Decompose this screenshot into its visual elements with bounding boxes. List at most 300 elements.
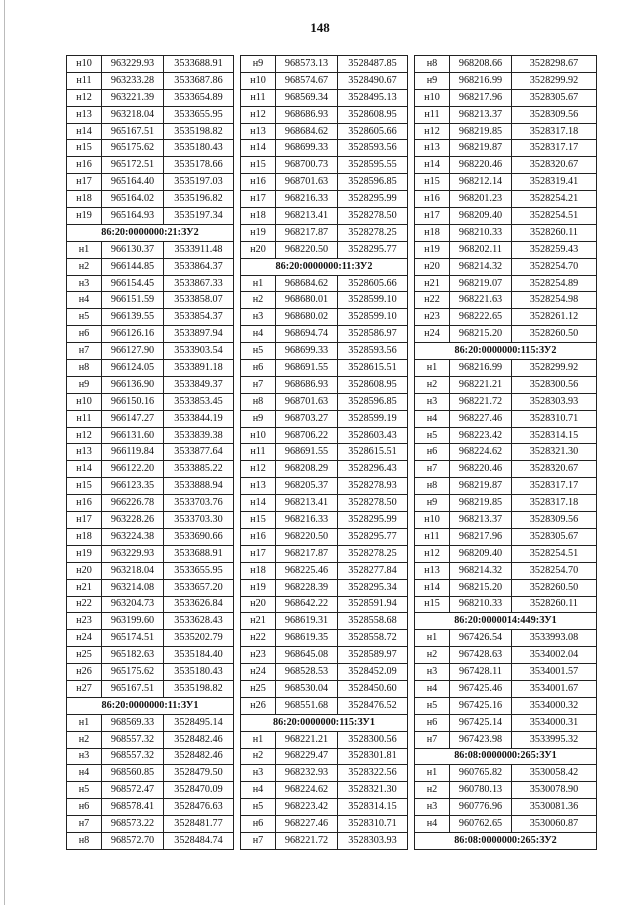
y-coordinate: 3528299.92: [512, 360, 597, 377]
point-name: н3: [415, 664, 450, 681]
y-coordinate: 3533911.48: [164, 241, 234, 258]
x-coordinate: 966131.60: [102, 427, 164, 444]
y-coordinate: 3528300.56: [338, 731, 408, 748]
column-gap: [408, 191, 415, 208]
x-coordinate: 968201.23: [450, 191, 512, 208]
x-coordinate: 966144.85: [102, 258, 164, 275]
y-coordinate: 3528254.51: [512, 545, 597, 562]
x-coordinate: 968225.46: [276, 562, 338, 579]
x-coordinate: 968205.37: [276, 478, 338, 495]
x-coordinate: 968224.62: [450, 444, 512, 461]
point-name: н19: [241, 579, 276, 596]
table-row: [67, 174, 597, 191]
point-name: н20: [67, 562, 102, 579]
x-coordinate: 968216.33: [276, 191, 338, 208]
x-coordinate: 968208.66: [450, 56, 512, 73]
x-coordinate: 968619.31: [276, 613, 338, 630]
x-coordinate: 968217.96: [450, 89, 512, 106]
column-gap: [234, 799, 241, 816]
y-coordinate: 3528295.99: [338, 191, 408, 208]
column-gap: [234, 495, 241, 512]
x-coordinate: 966139.55: [102, 309, 164, 326]
x-coordinate: 968217.96: [450, 528, 512, 545]
column-gap: [234, 748, 241, 765]
point-name: н18: [241, 208, 276, 225]
point-name: н11: [415, 528, 450, 545]
point-name: н5: [415, 427, 450, 444]
point-name: н5: [67, 309, 102, 326]
parcel-header: 86:08:0000000:265:ЗУ2: [415, 832, 597, 849]
column-gap: [408, 123, 415, 140]
table-row: [67, 191, 597, 208]
parcel-header: 86:20:0000000:115:ЗУ2: [415, 343, 597, 360]
point-name: н19: [67, 545, 102, 562]
column-gap: [408, 140, 415, 157]
point-name: н19: [67, 208, 102, 225]
table-row: [67, 562, 597, 579]
column-gap: [408, 376, 415, 393]
point-name: н3: [67, 275, 102, 292]
x-coordinate: 965167.51: [102, 680, 164, 697]
y-coordinate: 3533993.08: [512, 630, 597, 647]
y-coordinate: 3528495.14: [164, 714, 234, 731]
point-name: н7: [415, 461, 450, 478]
y-coordinate: 3528603.43: [338, 427, 408, 444]
point-name: н1: [67, 241, 102, 258]
x-coordinate: 963199.60: [102, 613, 164, 630]
y-coordinate: 3528589.97: [338, 647, 408, 664]
y-coordinate: 3528305.67: [512, 528, 597, 545]
table-row: [67, 72, 597, 89]
point-name: н2: [67, 258, 102, 275]
column-gap: [408, 224, 415, 241]
point-name: н3: [415, 799, 450, 816]
point-name: н1: [415, 765, 450, 782]
column-gap: [234, 410, 241, 427]
x-coordinate: 968223.42: [276, 799, 338, 816]
y-coordinate: 3528254.51: [512, 208, 597, 225]
point-name: н12: [241, 106, 276, 123]
x-coordinate: 966122.20: [102, 461, 164, 478]
y-coordinate: 3530078.90: [512, 782, 597, 799]
column-gap: [408, 410, 415, 427]
parcel-header: 86:20:0000000:21:ЗУ2: [67, 224, 234, 241]
x-coordinate: 968691.55: [276, 444, 338, 461]
point-name: н22: [415, 292, 450, 309]
column-gap: [234, 208, 241, 225]
point-name: н17: [67, 174, 102, 191]
column-gap: [234, 343, 241, 360]
point-name: н1: [241, 275, 276, 292]
point-name: н22: [67, 596, 102, 613]
y-coordinate: 3528591.94: [338, 596, 408, 613]
x-coordinate: 965175.62: [102, 664, 164, 681]
x-coordinate: 963229.93: [102, 56, 164, 73]
y-coordinate: 3528303.93: [512, 393, 597, 410]
y-coordinate: 3534000.32: [512, 697, 597, 714]
column-gap: [234, 89, 241, 106]
point-name: н10: [415, 89, 450, 106]
y-coordinate: 3530060.87: [512, 816, 597, 833]
x-coordinate: 968220.46: [450, 157, 512, 174]
column-gap: [234, 562, 241, 579]
scan-edge-line: [4, 0, 5, 905]
y-coordinate: 3528321.30: [338, 782, 408, 799]
column-gap: [408, 832, 415, 849]
point-name: н20: [415, 258, 450, 275]
x-coordinate: 966136.90: [102, 376, 164, 393]
x-coordinate: 968700.73: [276, 157, 338, 174]
point-name: н13: [415, 562, 450, 579]
table-row: [67, 748, 597, 765]
x-coordinate: 968680.02: [276, 309, 338, 326]
column-gap: [234, 664, 241, 681]
x-coordinate: 968699.33: [276, 140, 338, 157]
y-coordinate: 3535180.43: [164, 664, 234, 681]
point-name: н8: [67, 832, 102, 849]
y-coordinate: 3534000.31: [512, 714, 597, 731]
x-coordinate: 968222.65: [450, 309, 512, 326]
point-name: н9: [415, 72, 450, 89]
point-name: н21: [415, 275, 450, 292]
x-coordinate: 968220.46: [450, 461, 512, 478]
x-coordinate: 963233.28: [102, 72, 164, 89]
point-name: н20: [241, 241, 276, 258]
column-gap: [234, 140, 241, 157]
table-row: [67, 56, 597, 73]
point-name: н13: [415, 140, 450, 157]
y-coordinate: 3528599.10: [338, 309, 408, 326]
x-coordinate: 968530.04: [276, 680, 338, 697]
x-coordinate: 968221.72: [276, 832, 338, 849]
y-coordinate: 3534001.67: [512, 680, 597, 697]
x-coordinate: 965164.02: [102, 191, 164, 208]
y-coordinate: 3533628.43: [164, 613, 234, 630]
point-name: н15: [241, 512, 276, 529]
y-coordinate: 3533877.64: [164, 444, 234, 461]
point-name: н3: [415, 393, 450, 410]
y-coordinate: 3535198.82: [164, 123, 234, 140]
x-coordinate: 968569.34: [276, 89, 338, 106]
page-number: 148: [310, 20, 330, 35]
x-coordinate: 967428.11: [450, 664, 512, 681]
point-name: н21: [241, 613, 276, 630]
x-coordinate: 967425.14: [450, 714, 512, 731]
table-row: [67, 224, 597, 241]
x-coordinate: 967425.46: [450, 680, 512, 697]
y-coordinate: 3533995.32: [512, 731, 597, 748]
column-gap: [408, 275, 415, 292]
point-name: н18: [67, 528, 102, 545]
point-name: н15: [67, 478, 102, 495]
y-coordinate: 3528254.70: [512, 258, 597, 275]
x-coordinate: 966130.37: [102, 241, 164, 258]
y-coordinate: 3528261.12: [512, 309, 597, 326]
column-gap: [408, 495, 415, 512]
column-gap: [234, 72, 241, 89]
x-coordinate: 967428.63: [450, 647, 512, 664]
table-row: [67, 512, 597, 529]
table-row: [67, 343, 597, 360]
table-row: [67, 714, 597, 731]
y-coordinate: 3533655.95: [164, 562, 234, 579]
x-coordinate: 966150.16: [102, 393, 164, 410]
y-coordinate: 3528309.56: [512, 106, 597, 123]
y-coordinate: 3533849.37: [164, 376, 234, 393]
y-coordinate: 3528317.18: [512, 123, 597, 140]
x-coordinate: 968572.47: [102, 782, 164, 799]
y-coordinate: 3528479.50: [164, 765, 234, 782]
x-coordinate: 968210.33: [450, 596, 512, 613]
point-name: н18: [67, 191, 102, 208]
table-row: [67, 241, 597, 258]
column-gap: [234, 528, 241, 545]
point-name: н16: [241, 528, 276, 545]
x-coordinate: 968213.41: [276, 495, 338, 512]
y-coordinate: 3535196.82: [164, 191, 234, 208]
table-row: [67, 309, 597, 326]
x-coordinate: 968216.99: [450, 360, 512, 377]
column-gap: [234, 157, 241, 174]
point-name: н11: [67, 410, 102, 427]
x-coordinate: 963214.08: [102, 579, 164, 596]
x-coordinate: 968528.53: [276, 664, 338, 681]
column-gap: [408, 258, 415, 275]
y-coordinate: 3528595.55: [338, 157, 408, 174]
x-coordinate: 968227.46: [276, 816, 338, 833]
x-coordinate: 966151.59: [102, 292, 164, 309]
y-coordinate: 3528296.43: [338, 461, 408, 478]
point-name: н26: [241, 697, 276, 714]
column-gap: [234, 613, 241, 630]
point-name: н1: [241, 731, 276, 748]
table-row: [67, 275, 597, 292]
column-gap: [234, 309, 241, 326]
x-coordinate: 965164.93: [102, 208, 164, 225]
y-coordinate: 3528317.17: [512, 478, 597, 495]
x-coordinate: 968221.63: [450, 292, 512, 309]
point-name: н4: [415, 680, 450, 697]
x-coordinate: 965175.62: [102, 140, 164, 157]
x-coordinate: 968699.33: [276, 343, 338, 360]
column-gap: [234, 191, 241, 208]
column-gap: [408, 292, 415, 309]
y-coordinate: 3533703.30: [164, 512, 234, 529]
column-gap: [234, 697, 241, 714]
point-name: н9: [67, 376, 102, 393]
point-name: н14: [241, 140, 276, 157]
y-coordinate: 3535178.66: [164, 157, 234, 174]
point-name: н4: [241, 326, 276, 343]
point-name: н15: [241, 157, 276, 174]
point-name: н20: [241, 596, 276, 613]
x-coordinate: 968680.01: [276, 292, 338, 309]
point-name: н6: [415, 714, 450, 731]
point-name: н5: [67, 782, 102, 799]
column-gap: [408, 765, 415, 782]
column-gap: [408, 326, 415, 343]
x-coordinate: 968703.27: [276, 410, 338, 427]
point-name: н8: [67, 360, 102, 377]
table-row: [67, 816, 597, 833]
y-coordinate: 3533654.89: [164, 89, 234, 106]
x-coordinate: 963224.38: [102, 528, 164, 545]
y-coordinate: 3528596.85: [338, 174, 408, 191]
x-coordinate: 966126.16: [102, 326, 164, 343]
x-coordinate: 963221.39: [102, 89, 164, 106]
table-row: [67, 89, 597, 106]
point-name: н10: [67, 56, 102, 73]
column-gap: [408, 697, 415, 714]
point-name: н2: [67, 731, 102, 748]
point-name: н6: [67, 799, 102, 816]
x-coordinate: 968229.47: [276, 748, 338, 765]
column-gap: [408, 56, 415, 73]
column-gap: [234, 579, 241, 596]
y-coordinate: 3528310.71: [338, 816, 408, 833]
y-coordinate: 3528254.98: [512, 292, 597, 309]
x-coordinate: 965164.40: [102, 174, 164, 191]
coordinates-table: [66, 55, 597, 850]
y-coordinate: 3528596.85: [338, 393, 408, 410]
x-coordinate: 960780.13: [450, 782, 512, 799]
x-coordinate: 968224.62: [276, 782, 338, 799]
y-coordinate: 3528295.34: [338, 579, 408, 596]
column-gap: [234, 461, 241, 478]
point-name: н26: [67, 664, 102, 681]
point-name: н14: [67, 123, 102, 140]
y-coordinate: 3528319.41: [512, 174, 597, 191]
table-row: [67, 765, 597, 782]
point-name: н5: [241, 799, 276, 816]
y-coordinate: 3528476.52: [338, 697, 408, 714]
point-name: н15: [415, 596, 450, 613]
y-coordinate: 3528305.67: [512, 89, 597, 106]
x-coordinate: 960776.96: [450, 799, 512, 816]
column-gap: [234, 326, 241, 343]
y-coordinate: 3528260.11: [512, 224, 597, 241]
point-name: н6: [67, 326, 102, 343]
table-row: [67, 832, 597, 849]
table-row: [67, 157, 597, 174]
y-coordinate: 3528593.56: [338, 140, 408, 157]
point-name: н7: [415, 731, 450, 748]
y-coordinate: 3533853.45: [164, 393, 234, 410]
x-coordinate: 968574.67: [276, 72, 338, 89]
y-coordinate: 3528278.50: [338, 208, 408, 225]
x-coordinate: 968213.37: [450, 512, 512, 529]
y-coordinate: 3528484.74: [164, 832, 234, 849]
column-gap: [408, 309, 415, 326]
y-coordinate: 3533839.38: [164, 427, 234, 444]
column-gap: [408, 748, 415, 765]
column-gap: [408, 596, 415, 613]
point-name: н15: [67, 140, 102, 157]
table-row: [67, 731, 597, 748]
y-coordinate: 3533703.76: [164, 495, 234, 512]
column-gap: [408, 579, 415, 596]
table-row: [67, 123, 597, 140]
y-coordinate: 3535197.03: [164, 174, 234, 191]
x-coordinate: 968219.87: [450, 478, 512, 495]
point-name: н17: [241, 545, 276, 562]
y-coordinate: 3528593.56: [338, 343, 408, 360]
x-coordinate: 960762.65: [450, 816, 512, 833]
column-gap: [408, 562, 415, 579]
x-coordinate: 968216.99: [450, 72, 512, 89]
y-coordinate: 3533687.86: [164, 72, 234, 89]
point-name: н11: [415, 106, 450, 123]
point-name: н4: [241, 782, 276, 799]
x-coordinate: 968642.22: [276, 596, 338, 613]
point-name: н12: [67, 427, 102, 444]
point-name: н3: [241, 309, 276, 326]
y-coordinate: 3528470.09: [164, 782, 234, 799]
point-name: н8: [241, 393, 276, 410]
column-gap: [234, 731, 241, 748]
y-coordinate: 3528314.15: [512, 427, 597, 444]
table-row: [67, 545, 597, 562]
point-name: н19: [241, 224, 276, 241]
table-row: [67, 292, 597, 309]
column-gap: [234, 782, 241, 799]
x-coordinate: 968215.20: [450, 326, 512, 343]
point-name: н14: [415, 157, 450, 174]
y-coordinate: 3528605.66: [338, 123, 408, 140]
column-gap: [408, 478, 415, 495]
x-coordinate: 966226.78: [102, 495, 164, 512]
column-gap: [408, 613, 415, 630]
x-coordinate: 968684.62: [276, 275, 338, 292]
point-name: н13: [67, 106, 102, 123]
y-coordinate: 3533657.20: [164, 579, 234, 596]
parcel-header: 86:20:0000000:115:ЗУ1: [241, 714, 408, 731]
x-coordinate: 968578.41: [102, 799, 164, 816]
column-gap: [408, 444, 415, 461]
point-name: н4: [67, 765, 102, 782]
point-name: н17: [67, 512, 102, 529]
y-coordinate: 3528599.19: [338, 410, 408, 427]
table-row: [67, 208, 597, 225]
x-coordinate: 968219.85: [450, 495, 512, 512]
x-coordinate: 968686.93: [276, 106, 338, 123]
parcel-header: 86:20:0000000:11:ЗУ2: [241, 258, 408, 275]
x-coordinate: 968219.87: [450, 140, 512, 157]
y-coordinate: 3528295.77: [338, 241, 408, 258]
x-coordinate: 968213.37: [450, 106, 512, 123]
column-gap: [408, 241, 415, 258]
point-name: н18: [415, 224, 450, 241]
x-coordinate: 968214.32: [450, 562, 512, 579]
x-coordinate: 968572.70: [102, 832, 164, 849]
column-gap: [408, 680, 415, 697]
y-coordinate: 3528278.50: [338, 495, 408, 512]
column-gap: [408, 461, 415, 478]
y-coordinate: 3528254.21: [512, 191, 597, 208]
table-row: [67, 782, 597, 799]
point-name: н23: [67, 613, 102, 630]
point-name: н27: [67, 680, 102, 697]
x-coordinate: 968701.63: [276, 174, 338, 191]
y-coordinate: 3535180.43: [164, 140, 234, 157]
point-name: н18: [241, 562, 276, 579]
point-name: н4: [415, 816, 450, 833]
x-coordinate: 968215.20: [450, 579, 512, 596]
x-coordinate: 967425.16: [450, 697, 512, 714]
table-row: [67, 478, 597, 495]
y-coordinate: 3528295.99: [338, 512, 408, 529]
x-coordinate: 963204.73: [102, 596, 164, 613]
